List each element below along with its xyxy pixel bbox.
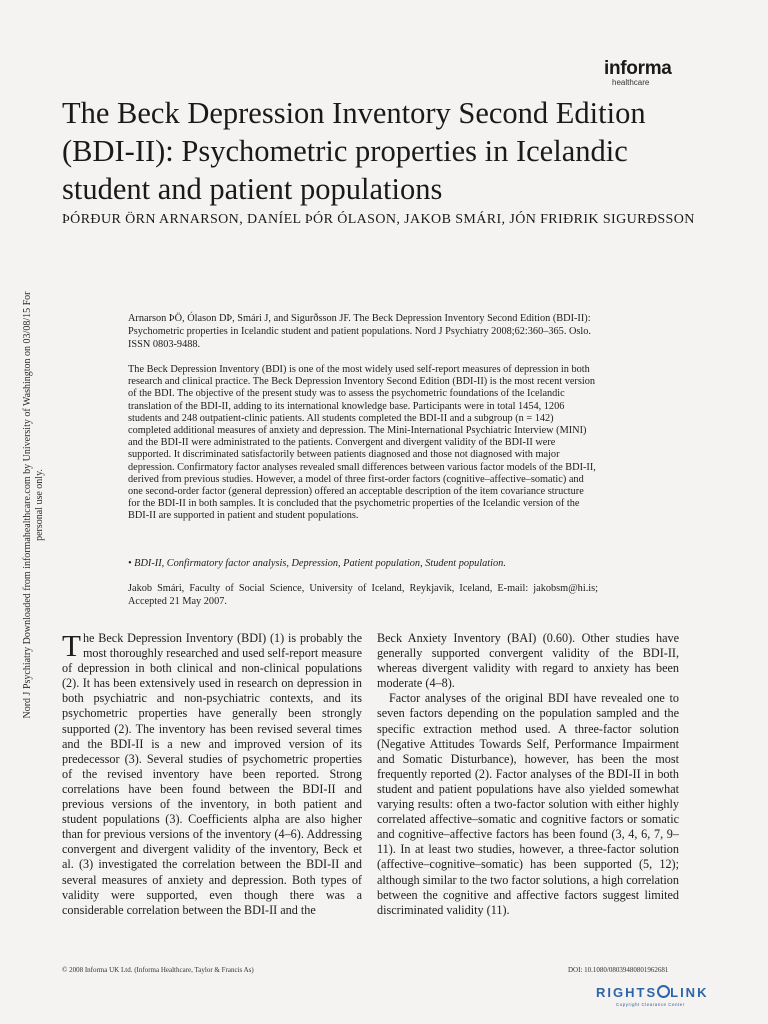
publisher-name: informa	[604, 58, 672, 79]
rightslink-tagline: Copyright Clearance Center	[616, 1002, 685, 1007]
body-paragraph: Factor analyses of the original BDI have revealed one to seven factors depending on the population sampled and the specific extraction method used. A three-factor solution (Negative Attitudes Towards Self, Performance Impairment and Somatic Disturbance), however, has been the most frequently reported (2). Factor analyses of the BDI-II in both student and patient populations have also yielded somewhat varying results: often a two-factor solution with either highly correlated affective–somatic and cognitive factors or somatic and cognitive–affective factors has been found (3, 4, 6, 7, 9–11). In at least two studies, however, a three-factor solution (affective–cognitive–somatic) has been supported (5, 12); although similar to the two factor solutions, a high correlation between the cognitive and affective factors suggest limited discriminated validity (11).	[377, 691, 679, 917]
publisher-logo	[604, 58, 694, 87]
rightslink-word-b: LINK	[670, 985, 709, 1000]
publisher-sub: healthcare	[612, 78, 650, 87]
doi: DOI: 10.1080/08039480801962681	[568, 966, 669, 974]
paragraph-text: he Beck Depression Inventory (BDI) (1) is probably the most thoroughly researched and used self-report measure of depression in both clinical and non-clinical populations (2). It has been extensively used in research on depression in both psychiatric and non-psychiatric contexts, and its psychometric properties have generally been strongly supported (2). The inventory has been revised several times and the BDI-II is a new and improved version of its predecessor (3). Several studies of psychometric properties of the revised inventory have been reported. Strong correlations have been found between the BDI-II and previous versions of the inventory, in both patient and student populations (3). Coefficients alpha are also higher than for previous versions of the inventory (4–6). Addressing convergent and divergent validity of the inventory, Beck et al. (3) investigated the correlation between the BDI-II and several measures of anxiety and depression. Both types of validity were supported, even though there was a considerable correlation between the BDI-II and the	[62, 631, 362, 917]
rightslink-logo	[596, 984, 756, 1007]
rightslink-word-a: RIGHTS	[596, 985, 658, 1000]
correspondence: Jakob Smári, Faculty of Social Science, University of Iceland, Reykjavik, Iceland, E-mail: jakobsm@hi.is; Accepted 21 May 2007.	[128, 583, 598, 607]
body-paragraph	[62, 628, 362, 918]
download-side-note: Nord J Psychiatry Downloaded from informahealthcare.com by University of Washington on 03/08/15 For personal use only.	[22, 291, 45, 719]
body-column-right	[377, 631, 679, 918]
body-column-left	[62, 628, 362, 918]
paper-title: The Beck Depression Inventory Second Edition (BDI-II): Psychometric properties in Icelandic student and patient populations	[62, 96, 646, 206]
abstract: The Beck Depression Inventory (BDI) is one of the most widely used self-report measures of depression in both research and clinical practice. The Beck Depression Inventory Second Edition (BDI-II) is the most recent version of the BDI. The objective of the present study was to assess the psychometric foundations of the Icelandic translation of the BDI-II, adding to its international knowledge base. Participants were in total 1454, 1206 students and 248 outpatient-clinic patients. All students completed the BDI-II and a subgroup (n = 142) completed additional measures of anxiety and depression. The Mini-International Psychiatric Interview (MINI) and the BDI-II were administrated to the patients. Convergent and divergent validity of the BDI-II were supported. It discriminated satisfactorily between patients diagnosed and those not diagnosed with major depression. Confirmatory factor analyses revealed small differences between various factor models of the BDI-II, derived from previous studies. However, a model of three first-order factors (cognitive–affective–somatic) and one second-order factor (general depression) offered an acceptable description of the item covariance structure for the BDI-II in both samples. It is concluded that the psychometric properties of the Icelandic version of the BDI-II are supported in patient and student populations.	[128, 364, 596, 522]
body-paragraph: Beck Anxiety Inventory (BAI) (0.60). Other studies have generally supported convergent validity of the BDI-II, whereas divergent validity with regard to anxiety has been moderate (4–8).	[377, 631, 679, 691]
keywords: • BDI-II, Confirmatory factor analysis, Depression, Patient population, Student population.	[128, 558, 506, 569]
copyright-notice: © 2008 Informa UK Ltd. (Informa Healthcare, Taylor & Francis As)	[62, 966, 254, 974]
drop-cap: T	[62, 628, 81, 663]
author-list: ÞÓRÐUR ÖRN ARNARSON, DANÍEL ÞÓR ÓLASON, JAKOB SMÁRI, JÓN FRIÐRIK SIGURÐSSON	[62, 212, 695, 227]
rightslink-ring-icon	[657, 985, 670, 998]
citation: Arnarson ÞÖ, Ólason DÞ, Smári J, and Sigurðsson JF. The Beck Depression Inventory Second Edition (BDI-II): Psychometric properties in Icelandic student and patient populations. Nord J Psychiatry 2008;62:360–365. Oslo. ISSN 0803-9488.	[128, 313, 591, 350]
